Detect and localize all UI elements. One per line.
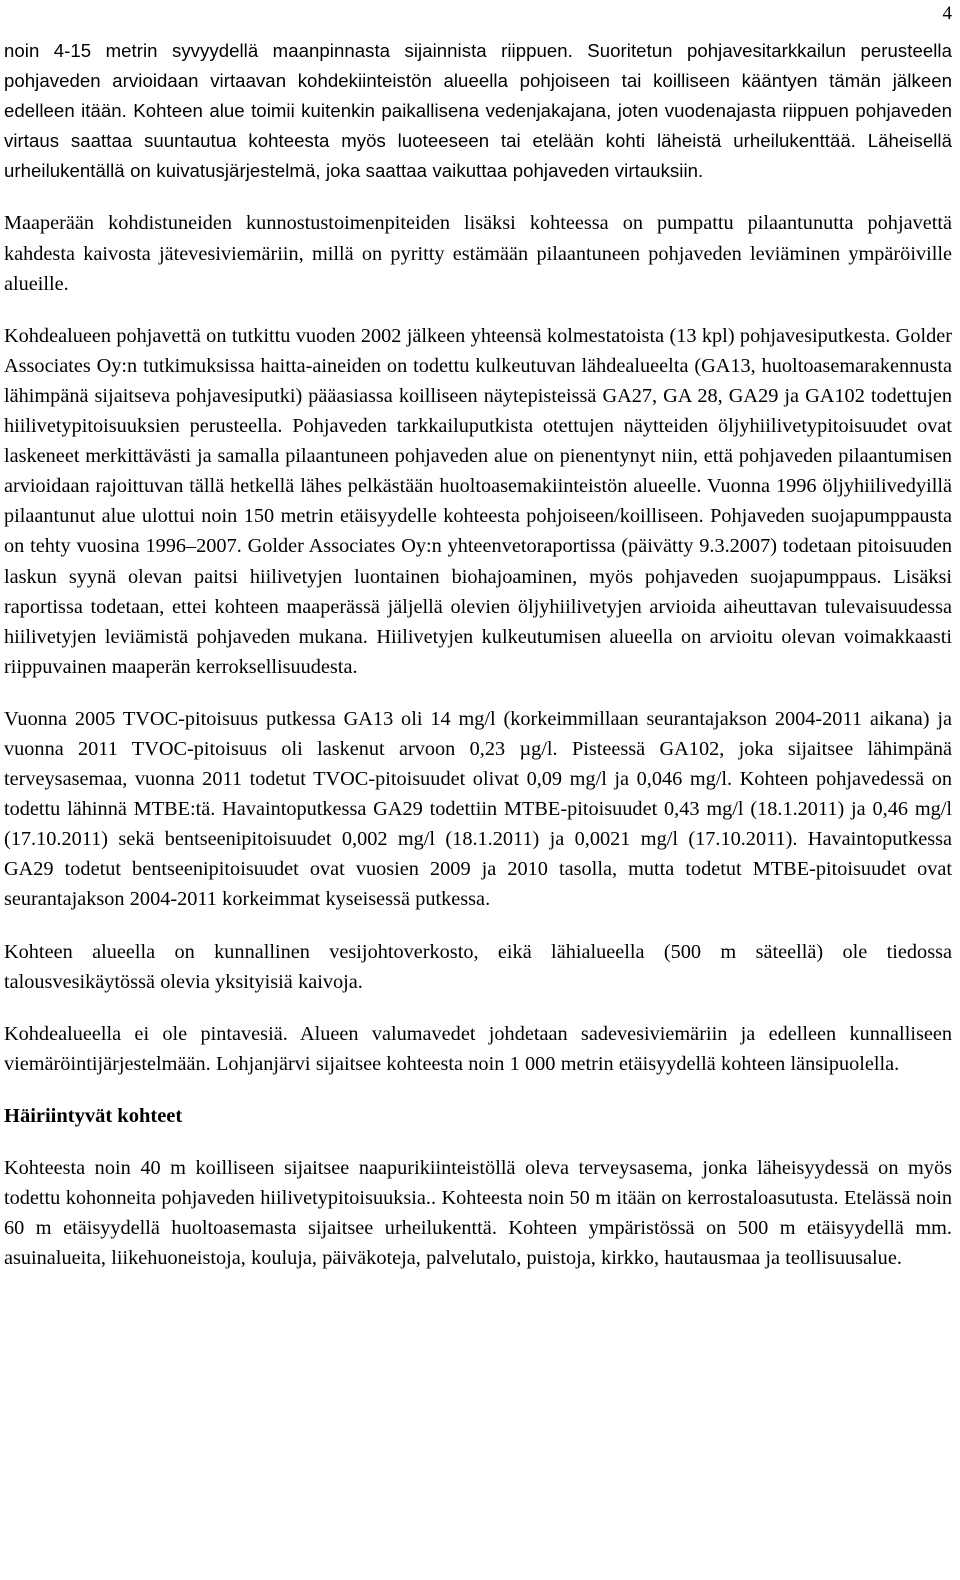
paragraph-tvoc-mtbe-results: Vuonna 2005 TVOC-pitoisuus putkessa GA13 oli 14 mg/l (korkeimmillaan seurantajakson 2004-2011 aikana) ja vuonna 2011 TVOC-pitoisuus oli laskenut arvoon 0,23 µg/l. Pisteessä GA102, joka sijaitsee lähimpänä terveysasemaa, vuonna 2011 todetut TVOC-pitoisuudet olivat 0,09 mg/l ja 0,046 mg/l. Kohteen pohjavedessä on todettu lähinnä MTBE:tä. Havaintoputkessa GA29 todettiin MTBE-pitoisuudet 0,43 mg/l (18.1.2011) ja 0,46 mg/l (17.10.2011) sekä bentseenipitoisuudet 0,002 mg/l (18.1.2011) ja 0,0021 mg/l (17.10.2011). Havaintoputkessa GA29 todetut bentseenipitoisuudet ovat vuosien 2009 ja 2010 tasolla, mutta todetut MTBE-pitoisuudet ovat seurantajakson 2004-2011 korkeimmat kyseisessä putkessa.	[4, 707, 952, 911]
document-body	[4, 36, 952, 1295]
section-heading-sensitive-sites: Häiriintyvät kohteet	[4, 1104, 183, 1127]
paragraph-surface-water: Kohdealueella ei ole pintavesiä. Alueen valumavedet johdetaan sadevesiviemäriin ja edelleen kunnalliseen viemäröintijärjestelmään. Lohjanjärvi sijaitsee kohteesta noin 1 000 metrin etäisyydellä kohteen länsipuolella.	[4, 1022, 952, 1075]
paragraph-water-supply: Kohteen alueella on kunnallinen vesijohtoverkosto, eikä lähialueella (500 m säteellä) ole tiedossa talousvesikäytössä olevia yksityisiä kaivoja.	[4, 940, 952, 993]
paragraph-remediation-pumping: Maaperään kohdistuneiden kunnostustoimenpiteiden lisäksi kohteessa on pumpattu pilaantunutta pohjavettä kahdesta kaivosta jätevesiviemäriin, millä on pyritty estämään pilaantuneen pohjaveden leviäminen ympäröiville alueille.	[4, 212, 952, 295]
paragraph-sensitive-sites: Kohteesta noin 40 m koilliseen sijaitsee naapurikiinteistöllä oleva terveysasema, jonka läheisyydessä on myös todettu kohonneita pohjaveden hiilivetypitoisuuksia.. Kohteesta noin 50 m itään on kerrostaloasutusta. Etelässä noin 60 m etäisyydellä huoltoasemasta sijaitsee urheilukenttä. Kohteen ympäristössä on 500 m etäisyydellä mm. asuinalueita, liikehuoneistoja, kouluja, päiväkoteja, palvelutalo, puistoja, kirkko, hautausmaa ja teollisuusalue.	[4, 1156, 952, 1270]
page-number: 4	[942, 3, 952, 24]
paragraph-groundwater-studies: Kohdealueen pohjavettä on tutkittu vuoden 2002 jälkeen yhteensä kolmestatoista (13 kpl) pohjavesiputkesta. Golder Associates Oy:n tutkimuksissa haitta-aineiden on todettu kulkeutuvan lähdealueelta (GA13, huoltoasemarakennusta lähimpänä sijaitseva pohjavesiputki) pääasiassa koilliseen näytepisteissä GA27, GA 28, GA29 ja GA102 todettujen hiilivetypitoisuuksien perusteella. Pohjaveden tarkkailuputkista otettujen näytteiden öljyhiilivetypitoisuudet ovat laskeneet merkittävästi ja samalla pilaantuneen pohjaveden alue on pienentynyt niin, että pohjaveden pilaantumisen arvioidaan rajoittuvan tällä hetkellä lähes pelkästään huoltoasemakiinteistön alueelle. Vuonna 1996 öljyhiilivedyillä pilaantunut alue ulottui noin 150 metrin etäisyydelle kohteesta pohjoiseen/koilliseen. Pohjaveden suojapumppausta on tehty vuosina 1996–2007. Golder Associates Oy:n yhteenvetoraportissa (päivätty 9.3.2007) todetaan pitoisuuden laskun syynä olevan paitsi hiilivetyjen luontainen biohajoaminen, myös pohjaveden suojapumppaus. Lisäksi raportissa todetaan, ettei kohteen maaperässä jäljellä olevien öljyhiilivetyjen arvioida aiheuttavan tulevaisuudessa hiilivetyjen leviämistä pohjaveden mukana. Hiilivetyjen kulkeutumisen alueella on arvioitu olevan voimakkaasti riippuvainen maaperän kerroksellisuudesta.	[4, 324, 952, 678]
paragraph-groundwater-flow: noin 4-15 metrin syvyydellä maanpinnasta sijainnista riippuen. Suoritetun pohjavesitarkkailun perusteella pohjaveden arvioidaan virtaavan kohdekiinteistön alueella pohjoiseen tai koilliseen kääntyen tämän jälkeen edelleen itään. Kohteen alue toimii kuitenkin paikallisena vedenjakajana, joten vuodenajasta riippuen pohjaveden virtaus saattaa suuntautua kohteesta myös luoteeseen tai etelään kohti läheistä urheilukenttää. Läheisellä urheilukentällä on kuivatusjärjestelmä, joka saattaa vaikuttaa pohjaveden virtauksiin.	[4, 40, 952, 182]
